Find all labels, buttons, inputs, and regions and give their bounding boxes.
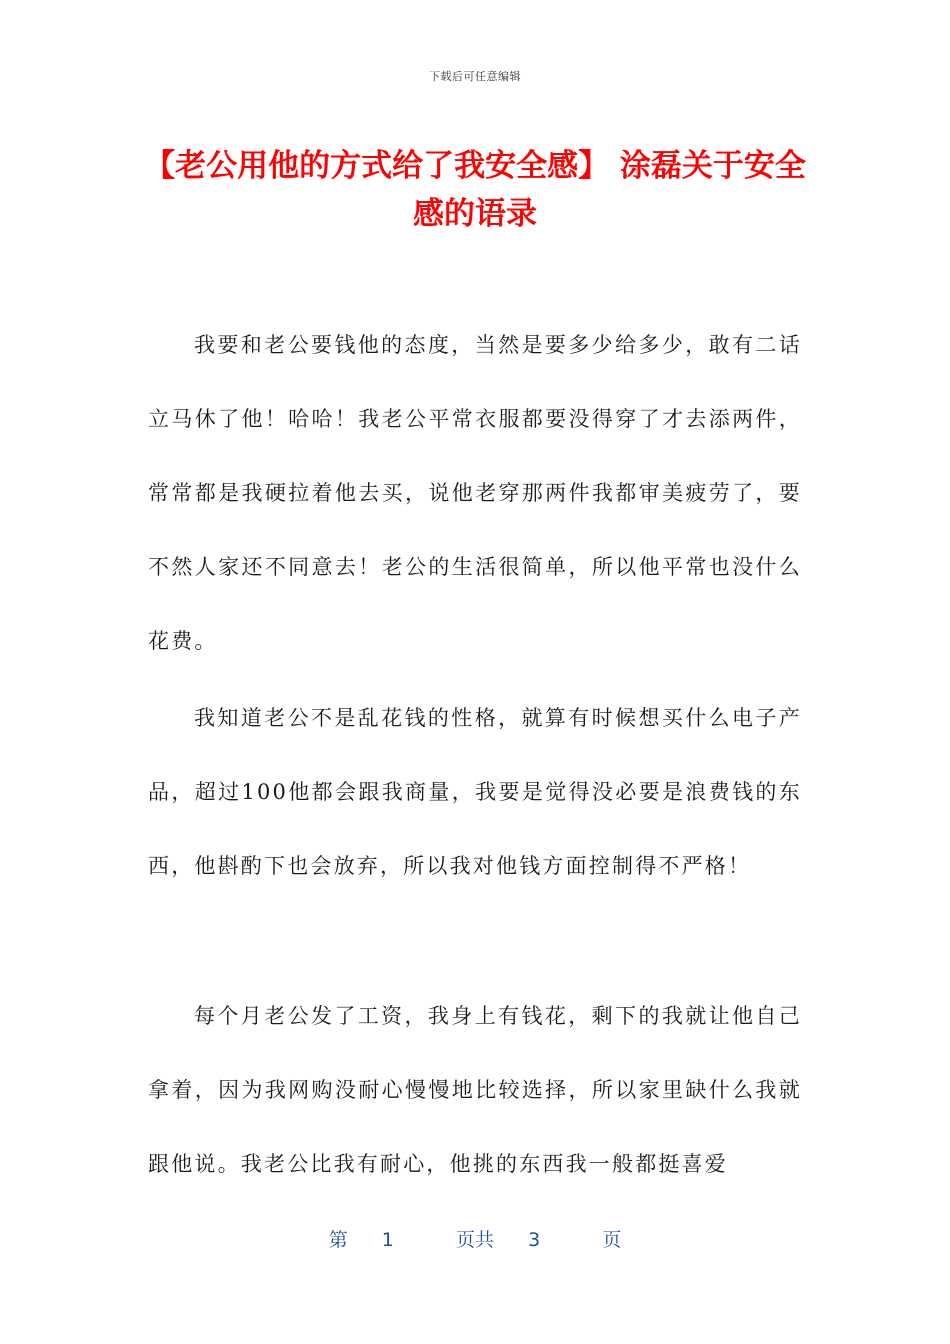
paragraph-1: 我要和老公要钱他的态度，当然是要多少给多少，敢有二话立马休了他！哈哈！我老公平常衣服都要没得穿了才去添两件，常常都是我硬拉着他去买，说他老穿那两件我都审美疲劳了，要不然人家还不同意去！老公的生活很简单，所以他平常也没什么花费。 [148,333,802,653]
footer-current-page: 1 [381,1229,394,1251]
footer-total-pages: 3 [528,1229,541,1251]
document-title: 【老公用他的方式给了我安全感】 涂磊关于安全感的语录 [144,148,806,232]
footer-middle: 页共 [455,1229,494,1251]
paragraph-2: 我知道老公不是乱花钱的性格，就算有时候想买什么电子产品，超过100他都会跟我商量，我要是觉得没必要是浪费钱的东西，他斟酌下也会放弃，所以我对他钱方面控制得不严格！ [148,706,802,878]
page-footer [0,1225,950,1252]
paragraph-3: 每个月老公发了工资，我身上有钱花，剩下的我就让他自己拿着，因为我网购没耐心慢慢地比较选择，所以家里缺什么我就跟他说。我老公比我有耐心，他挑的东西我一般都挺喜爱 [148,1004,802,1176]
footer-suffix: 页 [602,1229,622,1251]
footer-prefix: 第 [328,1229,348,1251]
page-header-note: 下载后可任意编辑 [429,70,521,83]
